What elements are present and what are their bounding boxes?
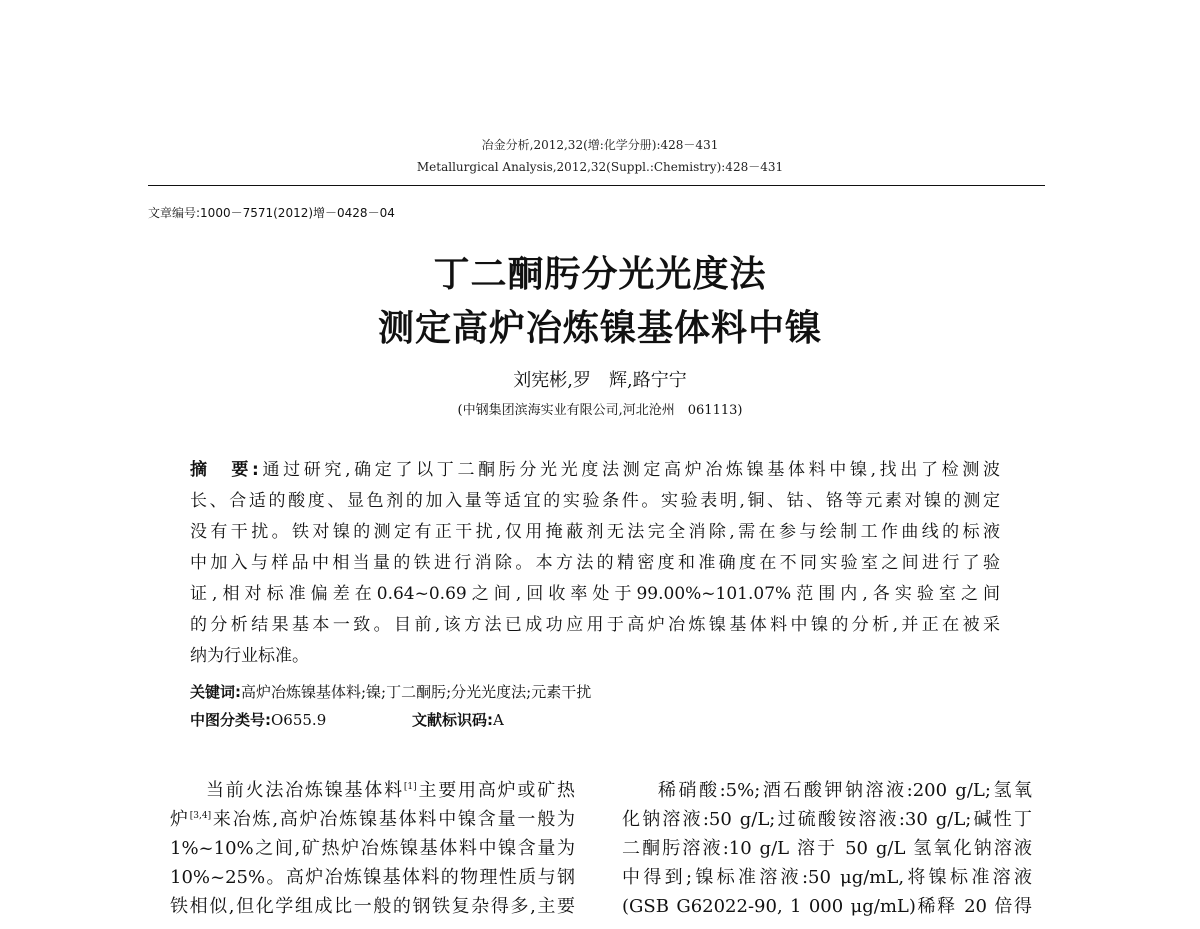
title-line-2: 测定高炉冶炼镍基体料中镍 — [377, 308, 822, 349]
abstract-line: 纳为行业标准。 — [190, 646, 309, 666]
citation: [3,4] — [189, 811, 212, 821]
body-line: 二酮肟溶液:10 g/L 溶于 50 g/L 氢氧化钠溶液 — [622, 838, 1032, 859]
abstract-label: 摘 要: — [190, 460, 259, 480]
citation: [1] — [403, 782, 417, 792]
title-line-1: 丁二酮肟分光光度法 — [433, 254, 767, 295]
journal-header-cn: 冶金分析,2012,32(增:化学分册):428－431 — [481, 138, 719, 152]
body-line: 10%~25%。高炉冶炼镍基体料的物理性质与钢 — [170, 867, 575, 888]
document-code: 文献标识码:A — [412, 711, 504, 729]
authors: 刘宪彬,罗 辉,路宁宁 — [513, 370, 687, 391]
article-number: 文章编号:1000－7571(2012)增－0428－04 — [148, 206, 395, 220]
abstract-line: 的分析结果基本一致。目前,该方法已成功应用于高炉冶炼镍基体料中镍的分析,并正在被采 — [190, 615, 1000, 635]
affiliation: (中钢集团滨海实业有限公司,河北沧州 061113) — [457, 403, 743, 418]
body-line: (GSB G62022-90, 1 000 μg/mL)稀释 20 倍得 — [622, 896, 1032, 917]
header-rule — [148, 185, 1045, 186]
body-line: 中得到;镍标准溶液:50 μg/mL,将镍标准溶液 — [622, 867, 1032, 888]
body-line: 稀硝酸:5%;酒石酸钾钠溶液:200 g/L;氢氧 — [658, 780, 1032, 801]
abstract-line: 摘 要:通过研究,确定了以丁二酮肟分光光度法测定高炉冶炼镍基体料中镍,找出了检测波 — [190, 460, 1000, 480]
body-line: 当前火法冶炼镍基体料[1]主要用高炉或矿热 — [206, 780, 576, 801]
body-line: 化钠溶液:50 g/L;过硫酸铵溶液:30 g/L;碱性丁 — [622, 809, 1032, 830]
keywords: 关键词:高炉冶炼镍基体料;镍;丁二酮肟;分光光度法;元素干扰 — [190, 683, 592, 701]
abstract-line: 证,相对标准偏差在0.64~0.69之间,回收率处于99.00%~101.07%范围内,各实验室之间 — [190, 584, 1000, 604]
abstract-line: 长、合适的酸度、显色剂的加入量等适宜的实验条件。实验表明,铜、钴、铬等元素对镍的测定 — [190, 491, 1000, 511]
journal-header-en: Metallurgical Analysis,2012,32(Suppl.:Chemistry):428－431 — [416, 160, 784, 174]
classification: 中图分类号:O655.9 — [190, 711, 327, 729]
abstract-line: 中加入与样品中相当量的铁进行消除。本方法的精密度和准确度在不同实验室之间进行了验 — [190, 553, 1000, 573]
body-line: 铁相似,但化学组成比一般的钢铁复杂得多,主要 — [170, 896, 575, 917]
body-line: 1%~10%之间,矿热炉冶炼镍基体料中镍含量为 — [170, 838, 575, 859]
body-line: 炉[3,4]来冶炼,高炉冶炼镍基体料中镍含量一般为 — [170, 809, 575, 830]
abstract-line: 没有干扰。铁对镍的测定有正干扰,仅用掩蔽剂无法完全消除,需在参与绘制工作曲线的标液 — [190, 522, 1000, 542]
